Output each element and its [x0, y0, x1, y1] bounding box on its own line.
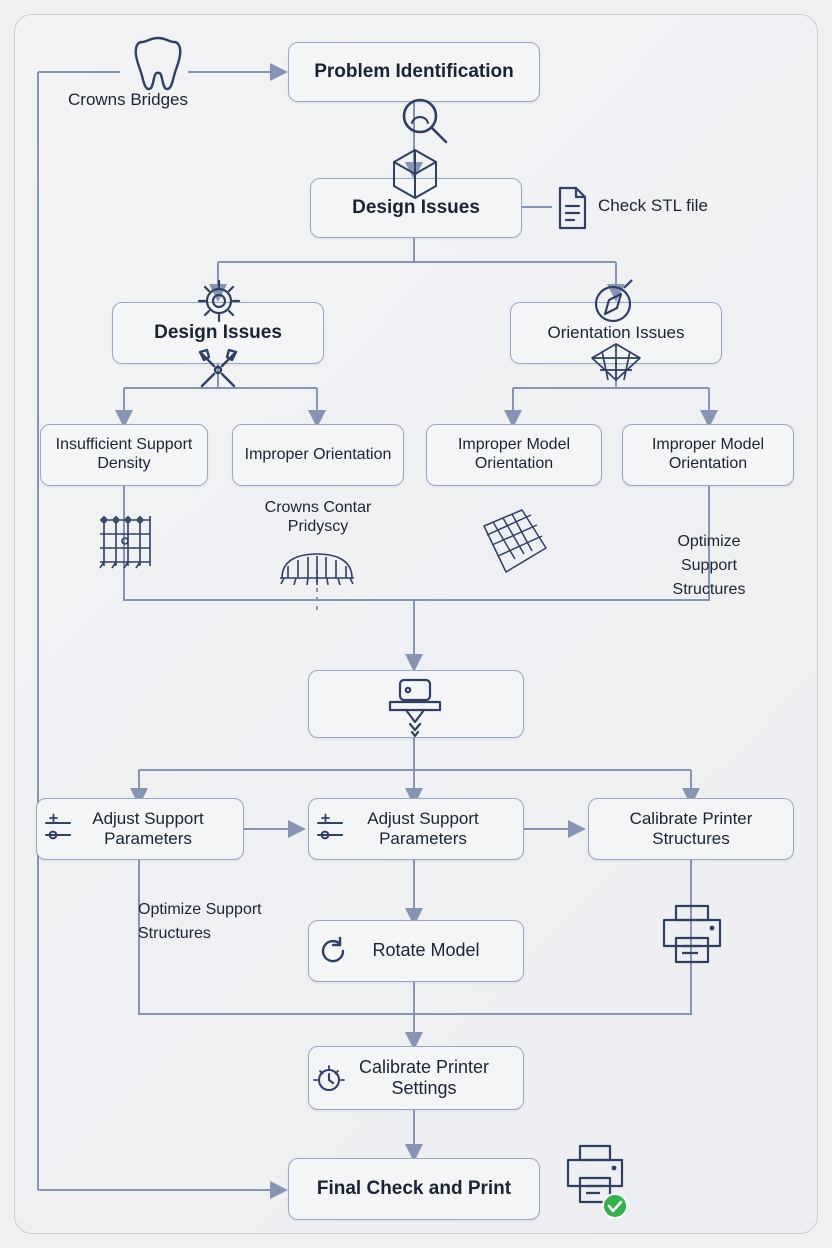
label-optimize-support-structures-mid: Optimize Support Structures [138, 901, 262, 942]
node-label: Calibrate Printer Structures [629, 808, 753, 848]
label-crowns-contar-pridyscy: Crowns Contar Pridyscy [264, 499, 372, 536]
node-label: Final Check and Print [316, 1177, 512, 1199]
node-label: Design Issues [352, 196, 480, 218]
support-grid-icon [92, 508, 158, 572]
label-optimize-support-structures-right: Optimize Support Structures [672, 533, 746, 598]
printer-head-icon [386, 676, 444, 738]
node-label: Problem Identification [314, 60, 514, 82]
gear-icon [194, 276, 244, 326]
node-label: Design Issues [154, 321, 282, 343]
label-check-stl-file: Check STL file [598, 196, 708, 215]
node-label: Calibrate Printer Settings [358, 1056, 490, 1098]
node-label: Adjust Support Parameters [367, 808, 479, 848]
label-crowns-bridges: Crowns Bridges [68, 90, 188, 109]
gem-mesh-icon [588, 340, 644, 384]
node-label: Insufficient Support Density [55, 436, 193, 472]
node-insufficient-support-density[interactable] [40, 424, 208, 486]
node-label: Improper Model Orientation [457, 436, 571, 472]
dental-arch-icon [276, 552, 358, 588]
compass-icon [588, 276, 638, 328]
node-label: Adjust Support Parameters [92, 808, 204, 848]
node-label: Improper Orientation [244, 445, 392, 463]
node-improper-orientation[interactable] [232, 424, 404, 486]
node-final-check-and-print[interactable] [288, 1158, 540, 1220]
node-calibrate-printer-structures[interactable] [588, 798, 794, 860]
node-improper-model-orientation-1[interactable] [426, 424, 602, 486]
slider-settings-icon [42, 812, 76, 846]
clock-gear-icon [312, 1062, 346, 1096]
document-icon [552, 184, 592, 232]
rotate-icon [318, 936, 348, 966]
printer-check-icon [560, 1140, 636, 1226]
printer-icon [656, 900, 728, 970]
node-improper-model-orientation-2[interactable] [622, 424, 794, 486]
mesh-plane-icon [474, 504, 554, 580]
node-label: Improper Model Orientation [651, 436, 765, 472]
cube-wireframe-icon [390, 146, 440, 202]
wrench-screwdriver-icon [194, 346, 242, 394]
slider-settings-icon [314, 812, 348, 846]
node-label: Rotate Model [372, 940, 480, 961]
tooth-icon [130, 32, 186, 94]
node-label: Orientation Issues [547, 322, 685, 342]
magnifier-icon [396, 92, 452, 148]
